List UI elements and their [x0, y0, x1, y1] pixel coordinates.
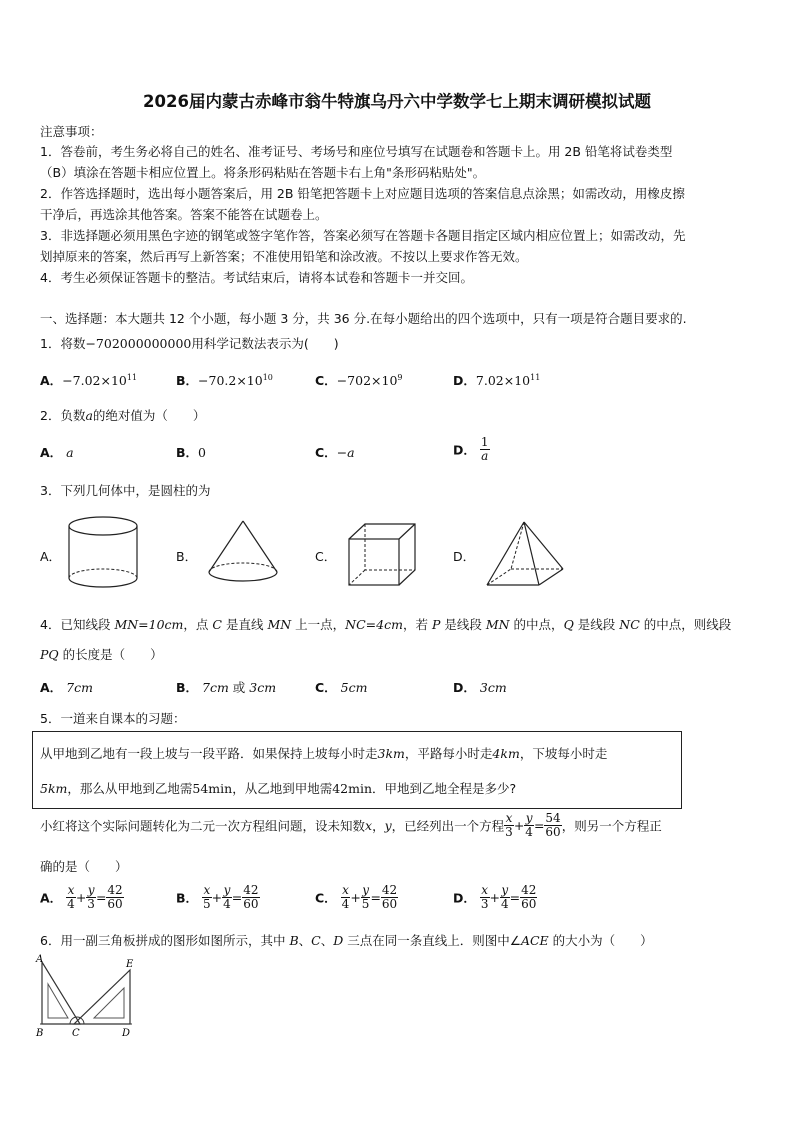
- q4-option-d[interactable]: D． 3cm: [453, 680, 507, 695]
- q1-option-c[interactable]: C．$-702\times 10^9$: [315, 372, 403, 388]
- notice-line-2b: 干净后，再选涂其他答案。答案不能答在试题卷上。: [40, 207, 328, 222]
- label-c: C: [72, 1028, 80, 1038]
- triangle-rulers-figure: [34, 954, 144, 1038]
- label-a: A: [36, 954, 44, 965]
- section-heading: 一、选择题：本大题共 12 个小题，每小题 3 分，共 36 分.在每小题给出的四个选项中，只有一项是符合题目要求的.: [40, 311, 687, 326]
- q3-stem: 3．下列几何体中，是圆柱的为: [40, 483, 211, 498]
- page-title: 2026届内蒙古赤峰市翁牛特旗乌丹六中学数学七上期末调研模拟试题: [143, 92, 651, 111]
- q5-option-b[interactable]: B． $\frac{x}{5}$ + $\frac{y}{4}$ = $\frac{42}{60}$: [176, 883, 259, 911]
- q6-stem: 6．用一副三角板拼成的图形如图所示，其中 B、C、D 三点在同一条直线上．则图中∠ACE 的大小为（ ）: [40, 933, 653, 948]
- q1-option-a[interactable]: A．$-7.02\times 10^{11}$: [40, 372, 138, 388]
- q5-box-line2: 5km，那么从甲地到乙地需54min，从乙地到甲地需42min．甲地到乙地全程是多少?: [40, 781, 517, 796]
- q2-stem: 2．负数a的绝对值为（ ）: [40, 408, 206, 423]
- notice-line-4: 4．考生必须保证答题卡的整洁。考试结束后，请将本试卷和答题卡一并交回。: [40, 270, 473, 285]
- q5-setup-line1: 小红将这个实际问题转化为二元一次方程组问题，设未知数x，y，已经列出一个方程 $\frac{x}{3}$ + $\frac{y}{4}$ = $\frac{54}{60}$ ，则另一个方程正: [40, 811, 662, 839]
- q4-stem-line2: PQ 的长度是（ ）: [40, 647, 163, 662]
- q5-stem: 5．一道来自课本的习题：: [40, 711, 186, 726]
- q5-option-c[interactable]: C． $\frac{x}{4}$ + $\frac{y}{5}$ = $\frac{42}{60}$: [315, 883, 398, 911]
- notice-line-1b: （B）填涂在答题卡相应位置上。将条形码粘贴在答题卡右上角"条形码粘贴处"。: [40, 165, 486, 180]
- cone-figure[interactable]: [205, 518, 281, 588]
- q5-problem-box: [32, 731, 682, 809]
- label-b: B: [36, 1028, 44, 1038]
- q2-option-d[interactable]: D． $\frac{1}{a}$: [453, 435, 489, 463]
- q2-option-c[interactable]: C．−a: [315, 445, 355, 460]
- notice-line-3b: 划掉原来的答案，然后再写上新答案；不准使用铅笔和涂改液。不按以上要求作答无效。: [40, 249, 528, 264]
- q5-option-a[interactable]: A． $\frac{x}{4}$ + $\frac{y}{3}$ = $\frac{42}{60}$: [40, 883, 123, 911]
- q3-option-c-label[interactable]: C．: [315, 549, 337, 564]
- q5-setup-line2: 确的是（ ）: [40, 859, 128, 874]
- notice-line-1a: 1．答卷前，考生务必将自己的姓名、准考证号、考场号和座位号填写在试题卷和答题卡上。用 2B 铅笔将试卷类型: [40, 144, 673, 159]
- q3-option-d-label[interactable]: D．: [453, 549, 476, 564]
- notice-line-2a: 2．作答选择题时，选出每小题答案后，用 2B 铅笔把答题卡上对应题目选项的答案信息点涂黑；如需改动，用橡皮擦: [40, 186, 685, 201]
- q3-option-a-label[interactable]: A．: [40, 549, 62, 564]
- pyramid-figure[interactable]: [483, 519, 567, 589]
- q4-option-a[interactable]: A． 7cm: [40, 680, 93, 695]
- q4-option-c[interactable]: C． 5cm: [315, 680, 368, 695]
- q1-option-d[interactable]: D．$7.02\times 10^{11}$: [453, 372, 541, 388]
- q4-stem-line1: 4．已知线段 MN=10cm，点 C 是直线 MN 上一点，NC=4cm，若 P 是线段 MN 的中点，Q 是线段 NC 的中点，则线段: [40, 617, 732, 632]
- label-d: D: [122, 1028, 131, 1038]
- q5-option-d[interactable]: D． $\frac{x}{3}$ + $\frac{y}{4}$ = $\frac{42}{60}$: [453, 883, 537, 911]
- cylinder-figure[interactable]: [62, 514, 144, 592]
- notice-heading: 注意事项：: [40, 124, 103, 139]
- q3-option-b-label[interactable]: B．: [176, 549, 198, 564]
- q4-option-b[interactable]: B． 7cm 或 3cm: [176, 680, 277, 695]
- cube-figure[interactable]: [344, 519, 420, 589]
- q5-box-line1: 从甲地到乙地有一段上坡与一段平路．如果保持上坡每小时走3km，平路每小时走4km，下坡每小时走: [40, 746, 608, 761]
- label-e: E: [126, 959, 134, 970]
- q2-option-a[interactable]: A． a: [40, 445, 74, 460]
- q1-number: −702000000000: [85, 336, 192, 351]
- q1-stem: 1．将数−702000000000用科学记数法表示为( ): [40, 336, 339, 351]
- q1-option-b[interactable]: B．$-70.2\times 10^{10}$: [176, 372, 273, 388]
- q2-option-b[interactable]: B．0: [176, 445, 206, 460]
- notice-line-3a: 3．非选择题必须用黑色字迹的钢笔或签字笔作答，答案必须写在答题卡各题目指定区域内相应位置上；如需改动，先: [40, 228, 686, 243]
